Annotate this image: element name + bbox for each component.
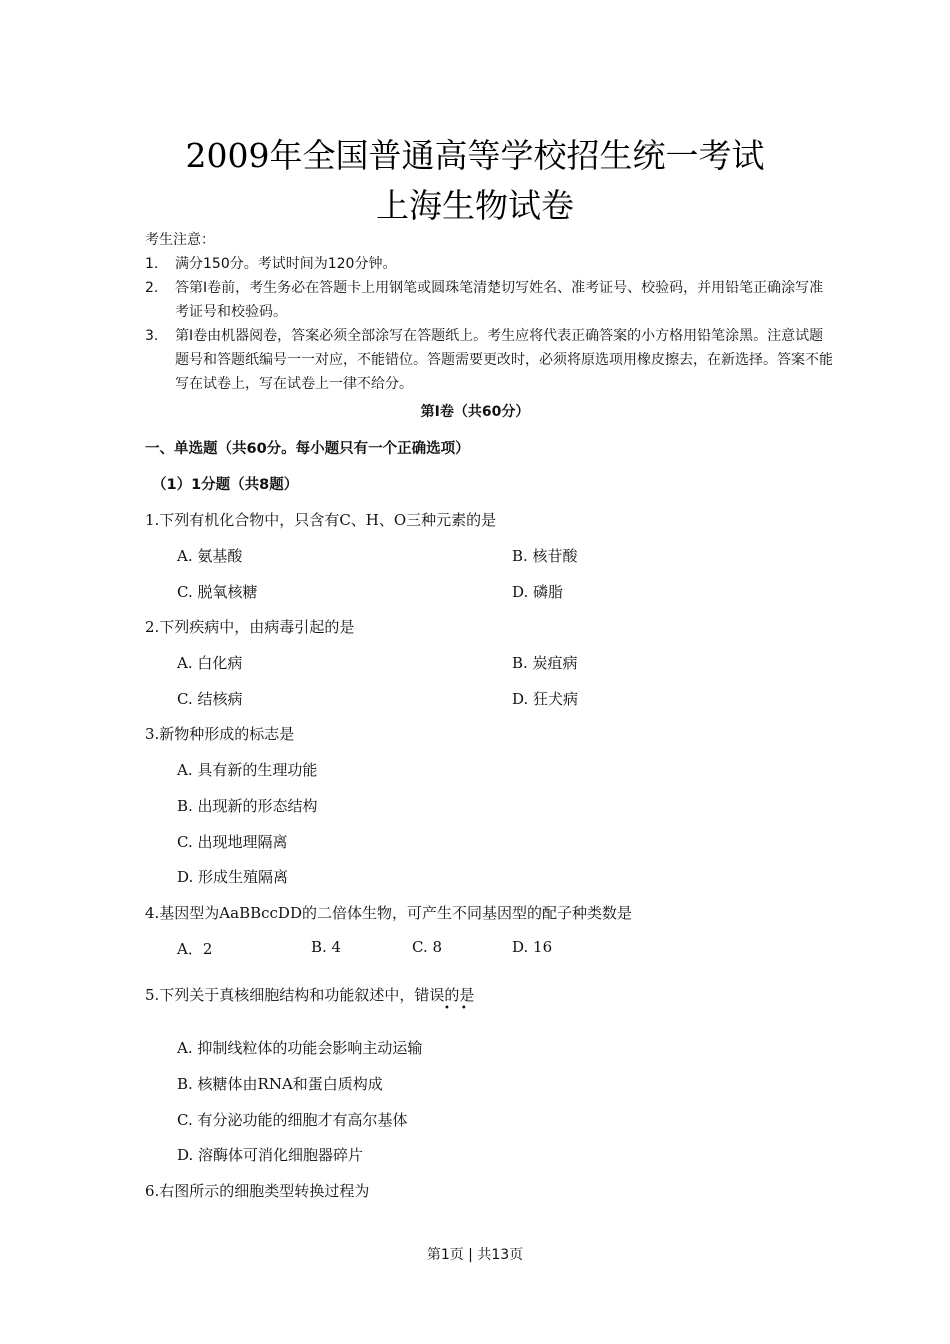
answer-option: D. 形成生殖隔离	[177, 868, 289, 886]
emphasis-dots: ••	[444, 1003, 478, 1014]
answer-option: C. 有分泌功能的细胞才有高尔基体	[177, 1111, 408, 1129]
answer-option: A. 白化病	[177, 654, 243, 672]
question-stem: 6.右图所示的细胞类型转换过程为	[145, 1182, 370, 1200]
answer-option: B. 出现新的形态结构	[177, 797, 318, 815]
page-footer: 第1页 | 共13页	[426, 1247, 524, 1263]
answer-option: D. 16	[512, 938, 553, 956]
answer-option: A. 具有新的生理功能	[177, 761, 318, 779]
section-heading: 一、单选题（共60分。每小题只有一个正确选项）	[145, 441, 470, 457]
answer-option: D. 狂犬病	[512, 690, 579, 708]
question-stem: 2.下列疾病中，由病毒引起的是	[145, 618, 355, 636]
question-stem: 3.新物种形成的标志是	[145, 725, 295, 743]
answer-option: B. 核糖体由RNA和蛋白质构成	[177, 1075, 383, 1093]
answer-option: B. 炭疽病	[512, 654, 578, 672]
exam-title-line1: 2009年全国普通高等学校招生统一考试	[185, 136, 765, 175]
answer-option: B. 核苷酸	[512, 547, 578, 565]
notice-text: 答第Ⅰ卷前，考生务必在答题卡上用钢笔或圆珠笔清楚切写姓名、准考证号、校验码，并用铅笔正确涂写准考证号和校验码。	[175, 280, 824, 320]
answer-option: C. 脱氧核糖	[177, 583, 258, 601]
exam-title-line2: 上海生物试卷	[376, 186, 574, 225]
answer-option: C. 出现地理隔离	[177, 833, 288, 851]
answer-option: A. 氨基酸	[177, 547, 243, 565]
answer-option: B. 4	[311, 938, 342, 956]
notice-item	[145, 252, 835, 276]
volume-heading: 第Ⅰ卷（共60分）	[420, 404, 530, 420]
question-stem: 1.下列有机化合物中，只含有C、H、O三种元素的是	[145, 511, 497, 529]
notice-number: 2.	[145, 280, 159, 296]
answer-option: C. 结核病	[177, 690, 243, 708]
answer-option: D. 溶酶体可消化细胞器碎片	[177, 1146, 364, 1164]
notice-text: 第Ⅰ卷由机器阅卷，答案必须全部涂写在答题纸上。考生应将代表正确答案的小方格用铅笔涂黑。注意试题题号和答题纸编号一一对应，不能错位。答题需要更改时，必须将原选项用橡皮擦去，在新选择。答案不能写在试卷上，写在试卷上一律不给分。	[175, 328, 833, 392]
question-stem: 4.基因型为AaBBccDD的二倍体生物，可产生不同基因型的配子种类数是	[145, 904, 632, 922]
notice-item	[145, 324, 835, 396]
answer-option: A．2	[177, 940, 213, 958]
answer-option: C. 8	[412, 938, 443, 956]
answer-option: A. 抑制线粒体的功能会影响主动运输	[177, 1039, 423, 1057]
notice-text: 满分150分。考试时间为120分钟。	[175, 256, 397, 272]
notice-list	[145, 252, 835, 396]
notice-item	[145, 276, 835, 324]
notice-number: 1.	[145, 256, 159, 272]
question-stem: 5.下列关于真核细胞结构和功能叙述中，错误的是	[145, 986, 475, 1004]
answer-option: D. 磷脂	[512, 583, 564, 601]
notice-number: 3.	[145, 328, 159, 344]
notice-heading: 考生注意：	[145, 232, 215, 248]
subsection-heading: （1）1分题（共8题）	[152, 477, 299, 493]
